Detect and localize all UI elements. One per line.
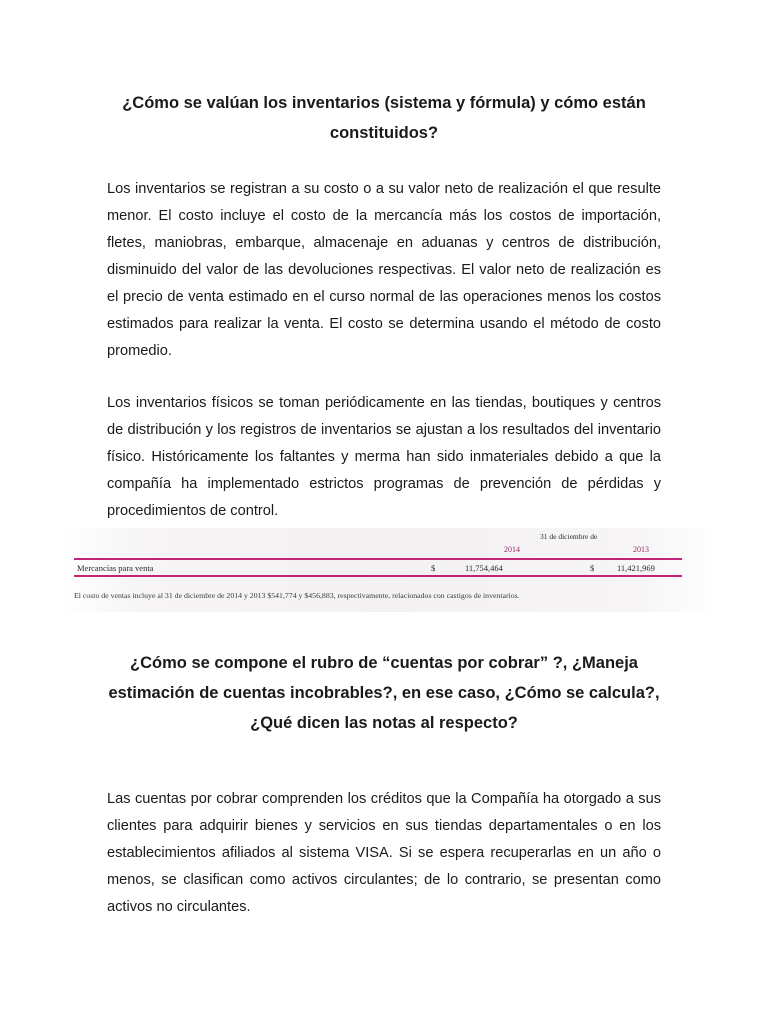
table-value-2013: 11,421,969 <box>617 563 655 573</box>
inventory-financial-table <box>60 528 718 612</box>
currency-symbol-2014: $ <box>431 563 436 573</box>
accounts-receivable-heading: ¿Cómo se compone el rubro de “cuentas por cobrar” ?, ¿Maneja estimación de cuentas incobrables?, en ese caso, ¿Cómo se calcula?, ¿Qué dicen las notas al respecto? <box>108 654 660 732</box>
table-row-label: Mercancías para venta <box>77 563 154 573</box>
table-value-2014: 11,754,464 <box>465 563 503 573</box>
inventory-valuation-heading: ¿Cómo se valúan los inventarios (sistema y fórmula) y cómo están constituidos? <box>122 94 646 142</box>
inventory-cost-paragraph: Los inventarios se registran a su costo o a su valor neto de realización el que resulte menor. El costo incluye el costo de la mercancía más los costos de importación, fletes, maniobras, embarque, almacenaje en aduanas y centros de distribución, disminuido del valor de las devoluciones respectivas. El valor neto de realización es el precio de venta estimado en el curso normal de las operaciones menos los costos estimados para realizar la venta. El costo se determina usando el método de costo promedio. <box>107 181 661 359</box>
table-bottom-rule <box>74 575 682 577</box>
physical-inventory-paragraph: Los inventarios físicos se toman periódicamente en las tiendas, boutiques y centros de distribución y los registros de inventarios se ajustan a los resultados del inventario físico. Históricamente los faltantes y merma han sido inmateriales debido a que la compañía ha implementado estrictos programas de prevención de pérdidas y procedimientos de control. <box>107 395 661 519</box>
accounts-receivable-paragraph: Las cuentas por cobrar comprenden los créditos que la Compañía ha otorgado a sus clientes para adquirir bienes y servicios en sus tiendas departamentales o en los establecimientos afiliados al sistema VISA. Si se espera recuperarlas en un año o menos, se clasifican como activos circulantes; de lo contrario, se presentan como activos no circulantes. <box>107 791 661 915</box>
table-footnote: El costo de ventas incluye al 31 de diciembre de 2014 y 2013 $541,774 y $456,883, respectivamente, relacionados con castigos de inventarios. <box>74 591 520 600</box>
table-date-header: 31 de diciembre de <box>540 532 598 541</box>
currency-symbol-2013: $ <box>590 563 595 573</box>
table-top-rule <box>74 558 682 560</box>
table-column-2013: 2013 <box>633 545 649 554</box>
table-column-2014: 2014 <box>504 545 520 554</box>
